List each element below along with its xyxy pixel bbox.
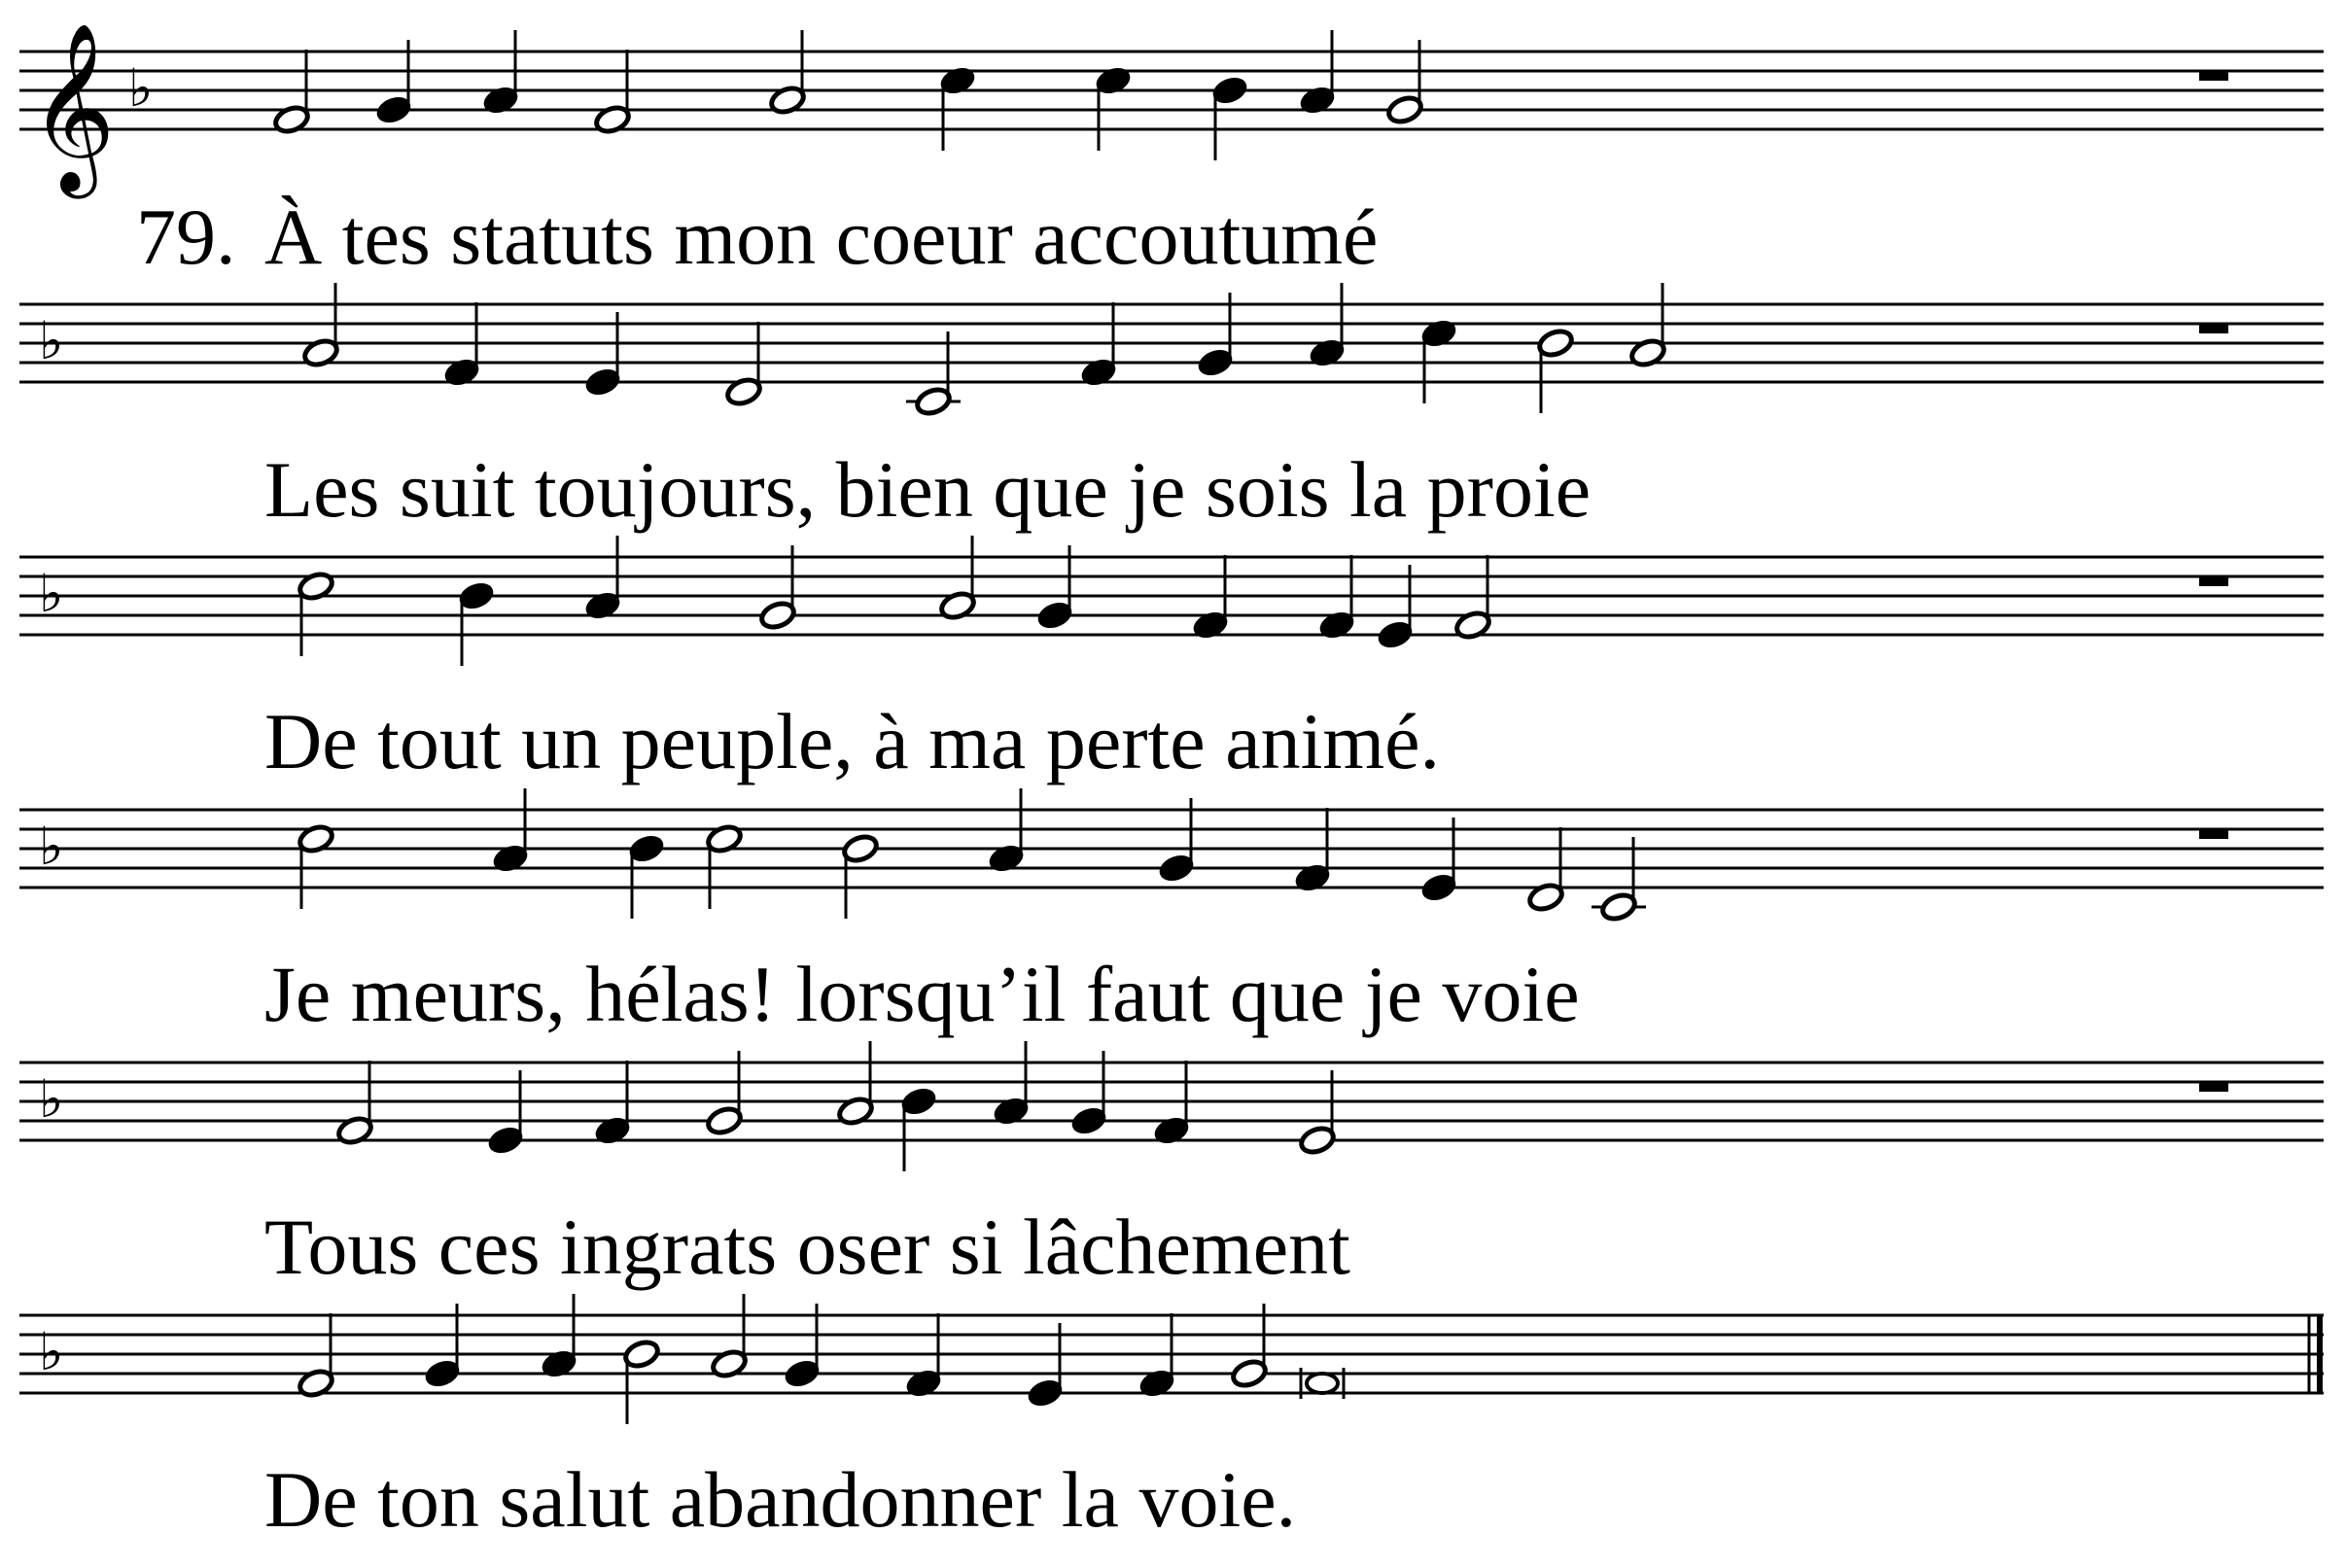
half-rest	[2199, 576, 2228, 586]
lyric-line-2: Les suit toujours, bien que je sois la proie	[264, 445, 1592, 534]
treble-clef: 𝄞	[29, 22, 116, 192]
half-rest	[2199, 1082, 2228, 1092]
key-signature-flat: ♭	[128, 57, 154, 119]
lyric-line-1: À tes statuts mon coeur accoutumé	[264, 192, 1379, 281]
half-rest	[2199, 71, 2228, 81]
breve-note	[1307, 1374, 1338, 1393]
key-signature-flat: ♭	[39, 310, 64, 371]
lyric-line-3: De tout un peuple, à ma perte animé.	[264, 697, 1441, 785]
key-signature-flat: ♭	[39, 1068, 64, 1130]
key-signature-flat: ♭	[39, 563, 64, 624]
half-rest	[2199, 324, 2228, 333]
key-signature-flat: ♭	[39, 816, 64, 877]
half-rest	[2199, 829, 2228, 839]
key-signature-flat: ♭	[39, 1321, 64, 1382]
verse-number: 79.	[136, 192, 236, 281]
lyric-line-4: Je meurs, hélas! lorsqu’il faut que je voie	[264, 950, 1580, 1038]
lyric-line-6: De ton salut abandonner la voie.	[264, 1455, 1297, 1544]
lyric-line-5: Tous ces ingrats oser si lâchement	[264, 1202, 1350, 1291]
